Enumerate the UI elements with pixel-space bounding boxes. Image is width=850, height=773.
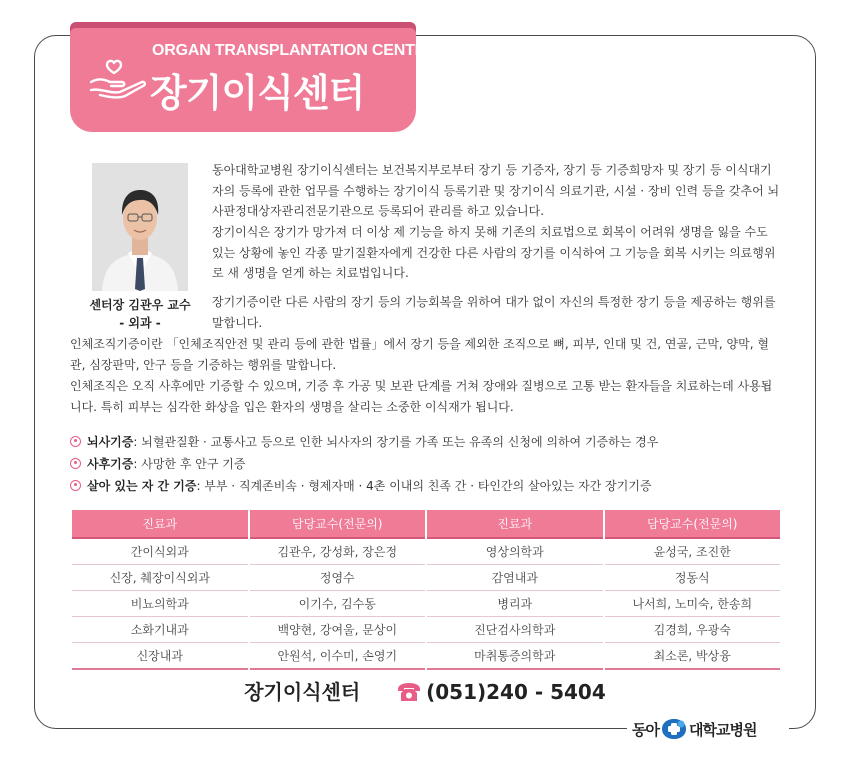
- list-item: [70, 474, 782, 496]
- table-cell: 정동식: [605, 565, 781, 591]
- bullet-label: 뇌사기증: [87, 434, 134, 449]
- page-title: 장기이식센터: [150, 71, 365, 115]
- director-name: 센터장 김관우 교수: [89, 298, 191, 312]
- bullet-label: 살아 있는 자 간 기증: [87, 478, 197, 493]
- transplant-paragraph: 장기이식은 장기가 망가져 더 이상 제 기능을 하지 못해 기존의 치료법으로 회복이 어려워 생명을 잃을 수도 있는 상황에 놓인 각종 말기질환자에게 건강한 다른 사람의 장기를 이식하여 그 기능을 회복 시키는 의료행위로 새 생명을 얻게 하는 치료법입니다.: [212, 225, 776, 280]
- table-cell: 안원석, 이수미, 손영기: [250, 643, 426, 670]
- table-cell: 이기수, 김수동: [250, 591, 426, 617]
- bullet-text: : 부부 · 직계존비속 · 형제자매 · 4촌 이내의 친족 간 · 타인간의 살아있는 자간 장기기증: [196, 478, 652, 493]
- table-cell: 영상의학과: [427, 539, 603, 565]
- table-row: [72, 643, 780, 670]
- contact-line: [0, 676, 850, 705]
- column-header: 진료과: [427, 510, 603, 539]
- table-cell: 김경희, 우광숙: [605, 617, 781, 643]
- table-cell: 신장, 췌장이식외과: [72, 565, 248, 591]
- table-cell: 병리과: [427, 591, 603, 617]
- staff-table: [70, 510, 782, 670]
- table-cell: 비뇨의학과: [72, 591, 248, 617]
- table-cell: 신장내과: [72, 643, 248, 670]
- tissue-usage-paragraph: 인체조직은 오직 사후에만 기증할 수 있으며, 기증 후 가공 및 보관 단계를 거쳐 장애와 질병으로 고통 받는 환자들을 치료하는데 사용됩니다. 특히 피부는 심각한 화상을 입은 환자의 생명을 살리는 소중한 이식재가 됩니다.: [70, 379, 773, 414]
- list-item: [70, 452, 782, 474]
- table-cell: 마취통증의학과: [427, 643, 603, 670]
- bullet-text: : 사망한 후 안구 기증: [133, 456, 246, 471]
- bullet-circle-icon: [70, 458, 81, 469]
- header-subtitle: ORGAN TRANSPLANTATION CENTER: [152, 42, 437, 59]
- column-header: 담당교수(전문의): [250, 510, 426, 539]
- hospital-cross-icon: [661, 718, 687, 740]
- table-cell: 감염내과: [427, 565, 603, 591]
- table-cell: 정영수: [250, 565, 426, 591]
- table-cell: 김관우, 강성화, 장은정: [250, 539, 426, 565]
- column-header: 담당교수(전문의): [605, 510, 781, 539]
- donation-types-list: [70, 430, 782, 496]
- table-cell: 나서희, 노미숙, 한송희: [605, 591, 781, 617]
- table-cell: 백양현, 강여울, 문상이: [250, 617, 426, 643]
- table-header-row: [72, 510, 780, 539]
- bullet-label: 사후기증: [87, 456, 134, 471]
- table-cell: 윤성국, 조진한: [605, 539, 781, 565]
- table-row: [72, 565, 780, 591]
- director-dept: - 외과 -: [119, 316, 161, 330]
- contact-phone: (051)240 - 5404: [426, 680, 606, 704]
- table-cell: 최소론, 박상융: [605, 643, 781, 670]
- table-row: [72, 617, 780, 643]
- column-header: 진료과: [72, 510, 248, 539]
- phone-icon: [396, 682, 422, 702]
- table-row: [72, 591, 780, 617]
- bullet-circle-icon: [70, 480, 81, 491]
- table-row: [72, 539, 780, 565]
- logo-text-right: 대학교병원: [688, 720, 757, 739]
- table-cell: 간이식외과: [72, 539, 248, 565]
- donation-paragraph: 장기기증이란 다른 사람의 장기 등의 기능회복을 위하여 대가 없이 자신의 특정한 장기 등을 제공하는 행위를 말합니다.: [212, 295, 776, 330]
- intro-paragraph: 동아대학교병원 장기이식센터는 보건복지부로부터 장기 등 기증자, 장기 등 기증희망자 및 장기 등 이식대기자의 등록에 관한 업무를 수행하는 장기이식 등록기관 및 장기이식 의료기관, 시설 · 장비 인력 등을 갖추어 뇌사판정대상자관리전문기관으로 등록되어 관리를 하고 있습니다.: [212, 163, 780, 218]
- bullet-circle-icon: [70, 436, 81, 447]
- tissue-donation-paragraph: 인체조직기증이란 「인체조직안전 및 관리 등에 관한 법률」에서 장기 등을 제외한 조직으로 뼈, 피부, 인대 및 건, 연골, 근막, 양막, 혈관, 심장판막, 안구 등을 기증하는 행위를 말합니다.: [70, 337, 769, 372]
- table-cell: 진단검사의학과: [427, 617, 603, 643]
- hand-heart-icon: [88, 52, 148, 102]
- hospital-logo: [632, 718, 756, 740]
- contact-name: 장기이식센터: [244, 680, 361, 704]
- bullet-text: : 뇌혈관질환 · 교통사고 등으로 인한 뇌사자의 장기를 가족 또는 유족의 신청에 의하여 기증하는 경우: [133, 434, 659, 449]
- director-photo: [92, 163, 188, 291]
- table-cell: 소화기내과: [72, 617, 248, 643]
- list-item: [70, 430, 782, 452]
- logo-text-left: 동아: [632, 720, 659, 739]
